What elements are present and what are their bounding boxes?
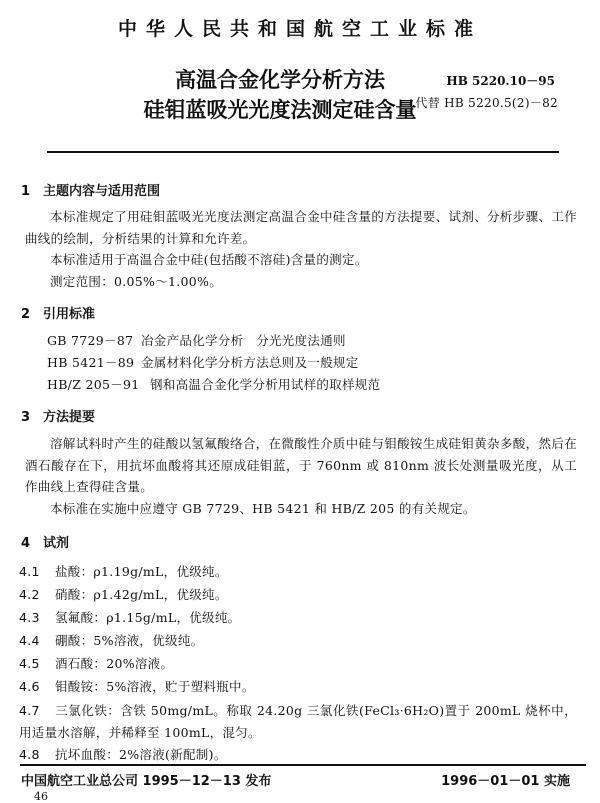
item-text: 酒石酸：20%溶液。 xyxy=(55,656,174,671)
item-number: 4.4 xyxy=(19,633,40,648)
paragraph: 测定范围：0.05%～1.00%。 xyxy=(50,273,223,289)
paragraph: 本标准在实施中应遵守 GB 7729、HB 5421 和 HB/Z 205 的有关规定。 xyxy=(50,500,476,516)
item-text: 硼酸：5%溶液，优级纯。 xyxy=(55,633,204,648)
issue-date: 中国航空工业总公司 1995－12－13 发布 xyxy=(21,774,272,789)
section-number: 4 xyxy=(21,536,31,551)
item-number: 4.2 xyxy=(19,587,40,602)
item-text: 抗坏血酸：2%溶液(新配制)。 xyxy=(55,747,227,762)
item-text: 硝酸：ρ1.42g/mL，优级纯。 xyxy=(55,587,228,602)
section-title: 主题内容与适用范围 xyxy=(43,184,161,199)
section-number: 3 xyxy=(21,410,31,425)
paragraph: 本标准适用于高温合金中硅(包括酸不溶硅)含量的测定。 xyxy=(50,252,368,267)
item-number: 4.5 xyxy=(19,656,40,671)
reference-list xyxy=(47,330,380,396)
item-text: 三氯化铁：含铁 50mg/mL。称取 24.20g 三氯化铁(FeCl₃·6H₂O)置于 200mL 烧杯中，用适量水溶解，并稀释至 100mL，混匀。 xyxy=(19,703,577,740)
section-3-body xyxy=(25,433,577,519)
section-number: 2 xyxy=(21,307,31,322)
item-text: 钼酸铵：5%溶液，贮于塑料瓶中。 xyxy=(55,679,255,694)
reference-item xyxy=(47,352,380,374)
reagent-item xyxy=(19,745,579,763)
reagent-item xyxy=(19,631,579,649)
footer-divider xyxy=(20,764,586,766)
reagent-item xyxy=(19,677,579,695)
document-title-line1: 高温合金化学分析方法 xyxy=(175,68,385,92)
section-title: 试剂 xyxy=(43,536,70,551)
page-number: 46 xyxy=(34,790,48,803)
document-title-line2: 硅钼蓝吸光光度法测定硅含量 xyxy=(143,98,417,122)
reagent-item xyxy=(19,562,579,580)
item-number: 4.7 xyxy=(19,703,40,718)
item-text: 盐酸：ρ1.19g/mL，优级纯。 xyxy=(55,564,228,579)
reference-code: GB 7729－87 xyxy=(47,333,134,348)
reference-name: 钢和高温合金化学分析用试样的取样规范 xyxy=(150,377,381,392)
org-title: 中华人民共和国航空工业标准 xyxy=(117,18,482,40)
reagent-item xyxy=(19,608,579,626)
section-number: 1 xyxy=(21,184,31,199)
section-title: 方法提要 xyxy=(43,410,96,425)
header-divider xyxy=(47,151,559,153)
item-number: 4.6 xyxy=(19,679,40,694)
reference-code: HB 5421－89 xyxy=(47,355,135,370)
reference-name: 金属材料化学分析方法总则及一般规定 xyxy=(141,355,359,370)
reagent-item xyxy=(19,585,579,603)
reference-item xyxy=(47,330,380,352)
section-title: 引用标准 xyxy=(43,307,96,322)
replaces-standard: 代替 HB 5220.5(2)－82 xyxy=(415,96,558,110)
effective-date: 1996－01－01 实施 xyxy=(441,774,570,789)
reference-code: HB/Z 205－91 xyxy=(47,377,140,392)
section-2-heading xyxy=(21,303,95,322)
section-1-heading xyxy=(21,180,160,199)
paragraph: 溶解试料时产生的硅酸以氢氟酸络合，在微酸性介质中硅与钼酸铵生成硅钼黄杂多酸，然后在酒石酸存在下，用抗坏血酸将其还原成硅钼蓝，于 760nm 或 810nm 波长处测量吸光度，从工作曲线上查得硅含量。 xyxy=(25,436,577,494)
item-number: 4.3 xyxy=(19,610,40,625)
section-4-heading xyxy=(21,532,69,551)
section-1-body xyxy=(25,206,577,292)
item-number: 4.1 xyxy=(19,564,40,579)
reagent-item xyxy=(19,700,577,743)
standard-code: HB 5220.10－95 xyxy=(446,74,555,88)
reference-item xyxy=(47,374,380,396)
paragraph: 本标准规定了用硅钼蓝吸光光度法测定高温合金中硅含量的方法提要、试剂、分析步骤、工作曲线的绘制，分析结果的计算和允许差。 xyxy=(25,209,577,246)
item-number: 4.8 xyxy=(19,747,40,762)
section-3-heading xyxy=(21,406,95,425)
reagent-item xyxy=(19,654,579,672)
reference-name: 冶金产品化学分析 分光光度法通则 xyxy=(141,333,346,348)
item-text: 氢氟酸：ρ1.15g/mL，优级纯。 xyxy=(55,610,241,625)
